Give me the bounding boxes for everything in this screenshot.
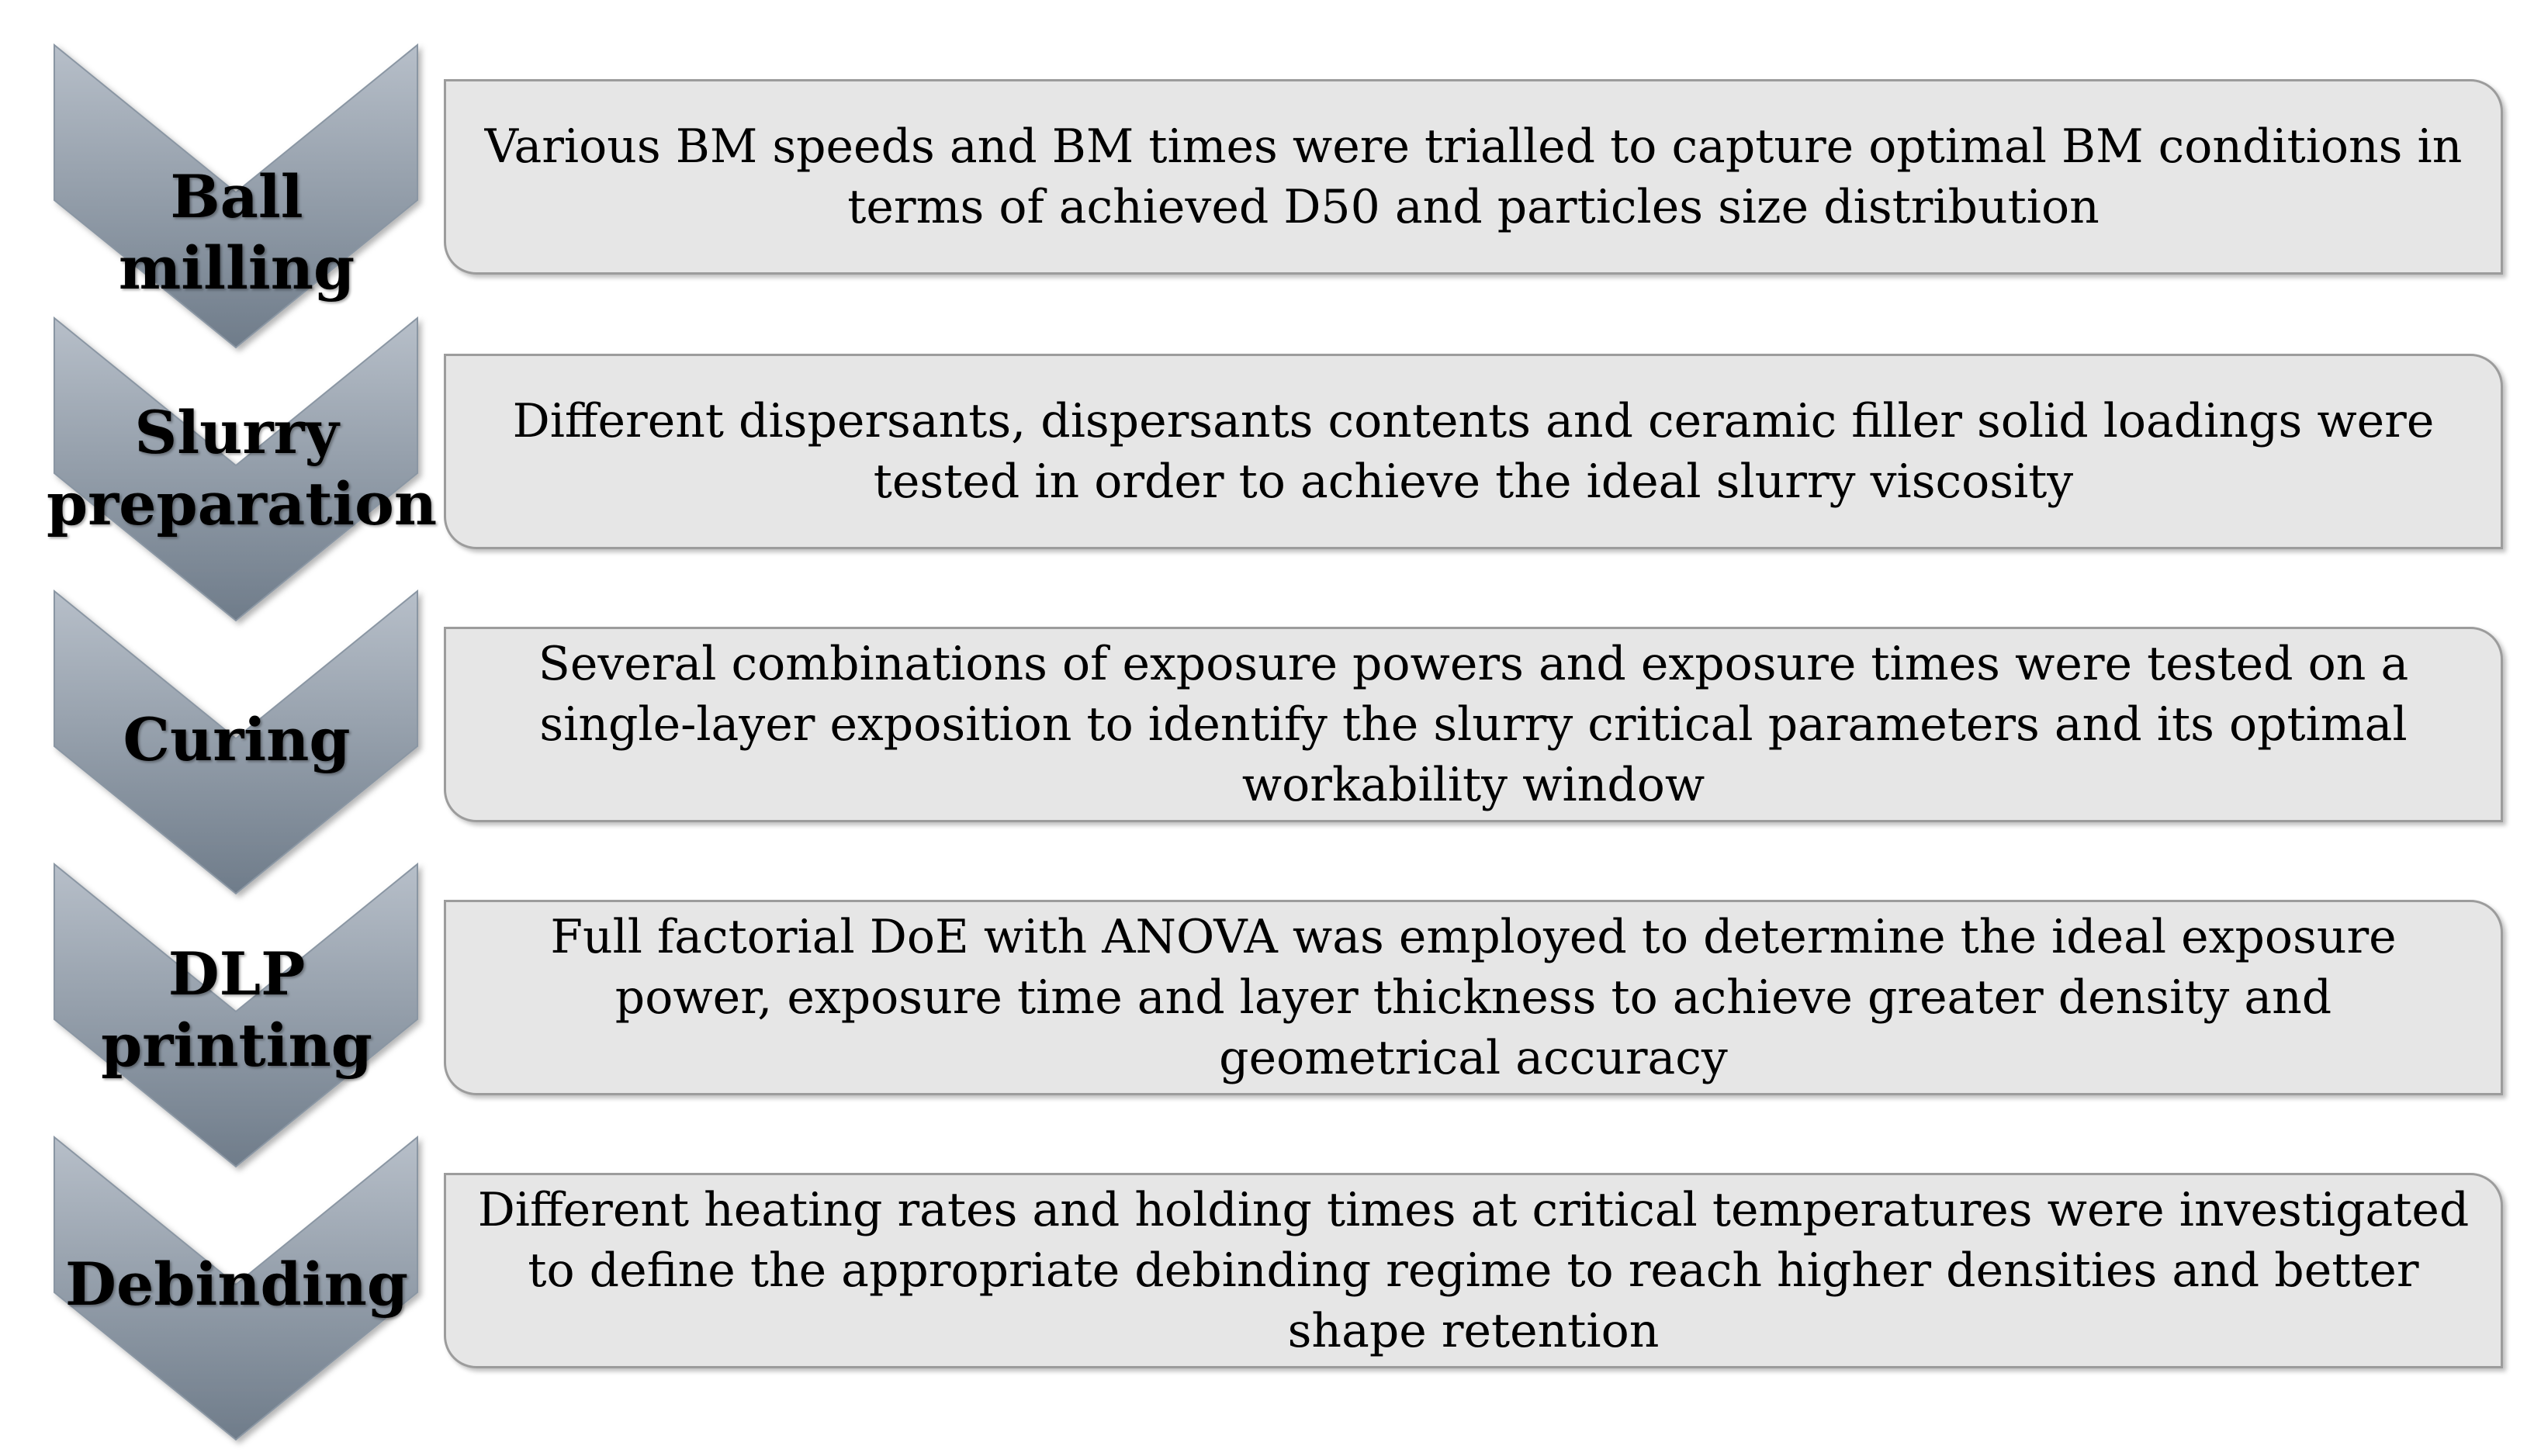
step-description: Various BM speeds and BM times were trialled to capture optimal BM conditions in terms of achieved D50 and particles size distribution [484, 119, 2463, 234]
stage-label-curing: Curing [123, 705, 351, 774]
step-description: Full factorial DoE with ANOVA was employed to determine the ideal exposure power, exposure time and layer thickness to achieve greater density and geometrical accuracy [550, 910, 2397, 1085]
step-box-slurry-preparation [444, 354, 2503, 549]
stage-label-slurry-preparation: Slurry preparation [47, 398, 438, 538]
step-description: Different heating rates and holding times at critical temperatures were investigated to define the appropriate debinding regime to reach higher densities and better shape retention [477, 1183, 2470, 1358]
step-description: Several combinations of exposure powers and exposure times were tested on a single-layer exposition to identify the slurry critical parameters and its optimal workability window [538, 637, 2409, 812]
step-box-ball-milling [444, 79, 2503, 275]
step-description: Different dispersants, dispersants contents and ceramic filler solid loadings were tested in order to achieve the ideal slurry viscosity [512, 394, 2435, 509]
step-box-dlp-printing [444, 900, 2503, 1095]
stage-label-debinding: Debinding [65, 1250, 408, 1319]
step-box-debinding [444, 1173, 2503, 1368]
stage-label-ball-milling: Ball milling [118, 162, 355, 303]
step-box-curing [444, 627, 2503, 822]
stage-label-dlp-printing: DLP printing [101, 939, 372, 1080]
